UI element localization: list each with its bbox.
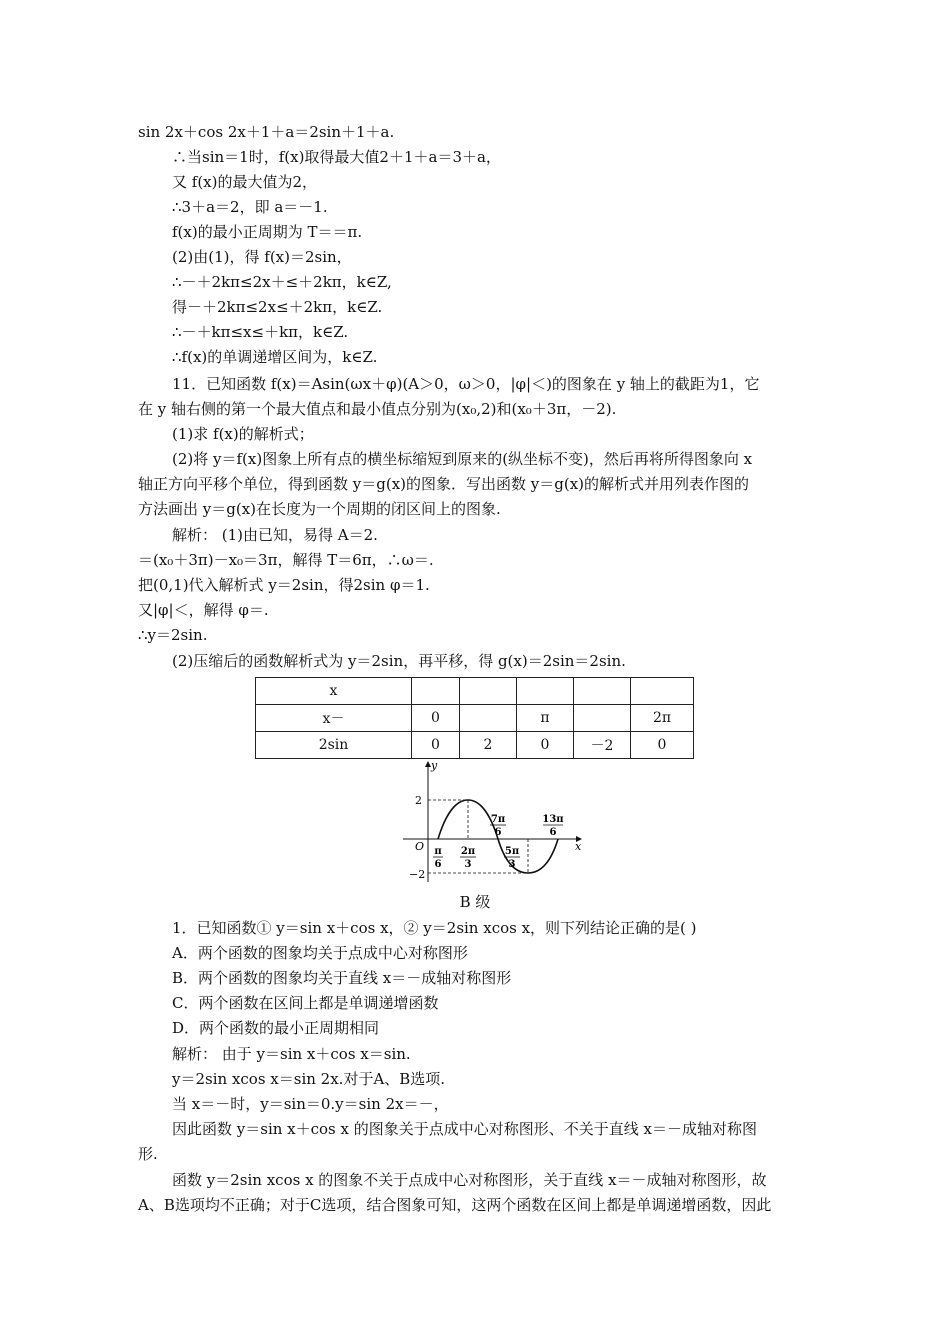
text-line: 轴正方向平移个单位，得到函数 y＝g(x)的图象．写出函数 y＝g(x)的解析式并用列表作图的	[138, 475, 750, 493]
tick-pi-over-6	[433, 846, 443, 870]
text-line: ∴f(x)的单调递增区间为，k∈Z.	[172, 348, 378, 366]
x-axis-label: x	[575, 840, 582, 853]
tick-7pi-over-6	[490, 814, 506, 838]
y-tick-label: −2	[409, 868, 426, 881]
text-line: ∴－＋kπ≤x≤＋kπ，k∈Z.	[172, 323, 349, 341]
table-cell: 2	[460, 732, 517, 759]
text-line: 在 y 轴右侧的第一个最大值点和最小值点分别为(x₀,2)和(x₀＋3π，－2).	[138, 400, 617, 418]
table-cell	[631, 678, 694, 705]
tick-numerator: 2π	[460, 846, 476, 857]
text-line: sin 2x＋cos 2x＋1＋a＝2sin＋1＋a.	[138, 123, 395, 141]
table-cell: 2sin	[256, 732, 412, 759]
solution-label-line: 解析： (1)由已知，易得 A＝2.	[172, 526, 378, 544]
text-line: ∴当sin＝1时，f(x)取得最大值2＋1＋a＝3＋a，	[172, 148, 501, 166]
text-line: 函数 y＝2sin xcos x 的图象不关于点成中心对称图形，关于直线 x＝－成轴对称图形，故	[172, 1171, 767, 1189]
text-line: 形.	[138, 1145, 158, 1163]
text-line: ∴y＝2sin.	[138, 626, 208, 644]
y-axis-label: y	[431, 759, 438, 772]
text-line: 又 f(x)的最大值为2，	[172, 173, 318, 191]
table-cell: 2π	[631, 705, 694, 732]
option-b: B．两个函数的图象均关于直线 x＝－成轴对称图形	[172, 969, 512, 987]
table-row	[256, 678, 694, 705]
text-line: (2)压缩后的函数解析式为 y＝2sin，再平移，得 g(x)＝2sin＝2sin.	[172, 652, 626, 670]
text-line: A、B选项均不正确；对于C选项，结合图象可知，这两个函数在区间上都是单调递增函数，因此	[138, 1196, 772, 1214]
table-cell	[574, 705, 631, 732]
table-cell	[460, 705, 517, 732]
table-cell	[460, 678, 517, 705]
text-line: (2)由(1)，得 f(x)＝2sin，	[172, 248, 352, 266]
text-line: ∴3＋a＝2，即 a＝－1.	[172, 198, 328, 216]
tick-13pi-over-6	[542, 814, 563, 838]
tick-denominator: 6	[494, 827, 502, 838]
table-cell	[412, 678, 460, 705]
text-line: 因此函数 y＝sin x＋cos x 的图象关于点成中心对称图形、不关于直线 x＝－成轴对称图	[172, 1120, 757, 1138]
section-heading: B 级	[459, 893, 491, 911]
table-row	[256, 732, 694, 759]
tick-denominator: 3	[508, 859, 516, 870]
table-cell: 0	[631, 732, 694, 759]
table-cell: 0	[517, 732, 574, 759]
option-d: D．两个函数的最小正周期相同	[172, 1019, 380, 1037]
table-cell: x	[256, 678, 412, 705]
option-c: C．两个函数在区间上都是单调递增函数	[172, 994, 439, 1012]
text-line: f(x)的最小正周期为 T＝＝π.	[172, 223, 363, 241]
text-line: ＝(x₀＋3π)－x₀＝3π，解得 T＝6π，∴ω＝.	[138, 551, 434, 569]
y-tick-label: 2	[415, 794, 422, 807]
sine-graph	[395, 758, 595, 884]
solution-label-line: 解析： 由于 y＝sin x＋cos x＝sin.	[172, 1045, 411, 1063]
tick-denominator: 6	[549, 827, 557, 838]
tick-numerator: π	[434, 846, 442, 857]
tick-numerator: 13π	[542, 814, 564, 825]
text-line: 当 x＝－时，y＝sin＝0.y＝sin 2x＝－，	[172, 1095, 449, 1113]
origin-label: O	[415, 840, 425, 853]
value-table	[255, 677, 694, 759]
text-line: ∴－＋2kπ≤2x＋≤＋2kπ，k∈Z,	[172, 273, 392, 291]
table-cell: 0	[412, 705, 460, 732]
text-line: 又|φ|＜，解得 φ＝.	[138, 601, 269, 619]
tick-denominator: 6	[434, 859, 442, 870]
problem-11-statement: 11．已知函数 f(x)＝Asin(ωx＋φ)(A＞0，ω＞0，|φ|＜)的图象在 y 轴上的截距为1，它	[172, 375, 760, 393]
option-a: A．两个函数的图象均关于点成中心对称图形	[172, 944, 468, 962]
table-cell	[574, 678, 631, 705]
tick-2pi-over-3	[460, 846, 476, 870]
text-line: 把(0,1)代入解析式 y＝2sin，得2sin φ＝1.	[138, 576, 430, 594]
problem-11-part-1: (1)求 f(x)的解析式；	[172, 425, 314, 443]
problem-11-part-2: (2)将 y＝f(x)图象上所有点的横坐标缩短到原来的(纵坐标不变)，然后再将所得图象向 x	[172, 450, 753, 468]
table-cell: x－	[256, 705, 412, 732]
table-cell	[517, 678, 574, 705]
question-1-statement: 1．已知函数① y＝sin x＋cos x，② y＝2sin xcos x，则下列结论正确的是( )	[172, 919, 697, 937]
table-cell: π	[517, 705, 574, 732]
table-cell: 0	[412, 732, 460, 759]
tick-numerator: 5π	[504, 846, 520, 857]
text-line: y＝2sin xcos x＝sin 2x.对于A、B选项.	[172, 1070, 446, 1088]
table-cell: －2	[574, 732, 631, 759]
tick-numerator: 7π	[490, 814, 506, 825]
tick-denominator: 3	[464, 859, 472, 870]
text-line: 得－＋2kπ≤2x≤＋2kπ，k∈Z.	[172, 298, 383, 316]
text-line: 方法画出 y＝g(x)在长度为一个周期的闭区间上的图象.	[138, 500, 501, 518]
table-row	[256, 705, 694, 732]
